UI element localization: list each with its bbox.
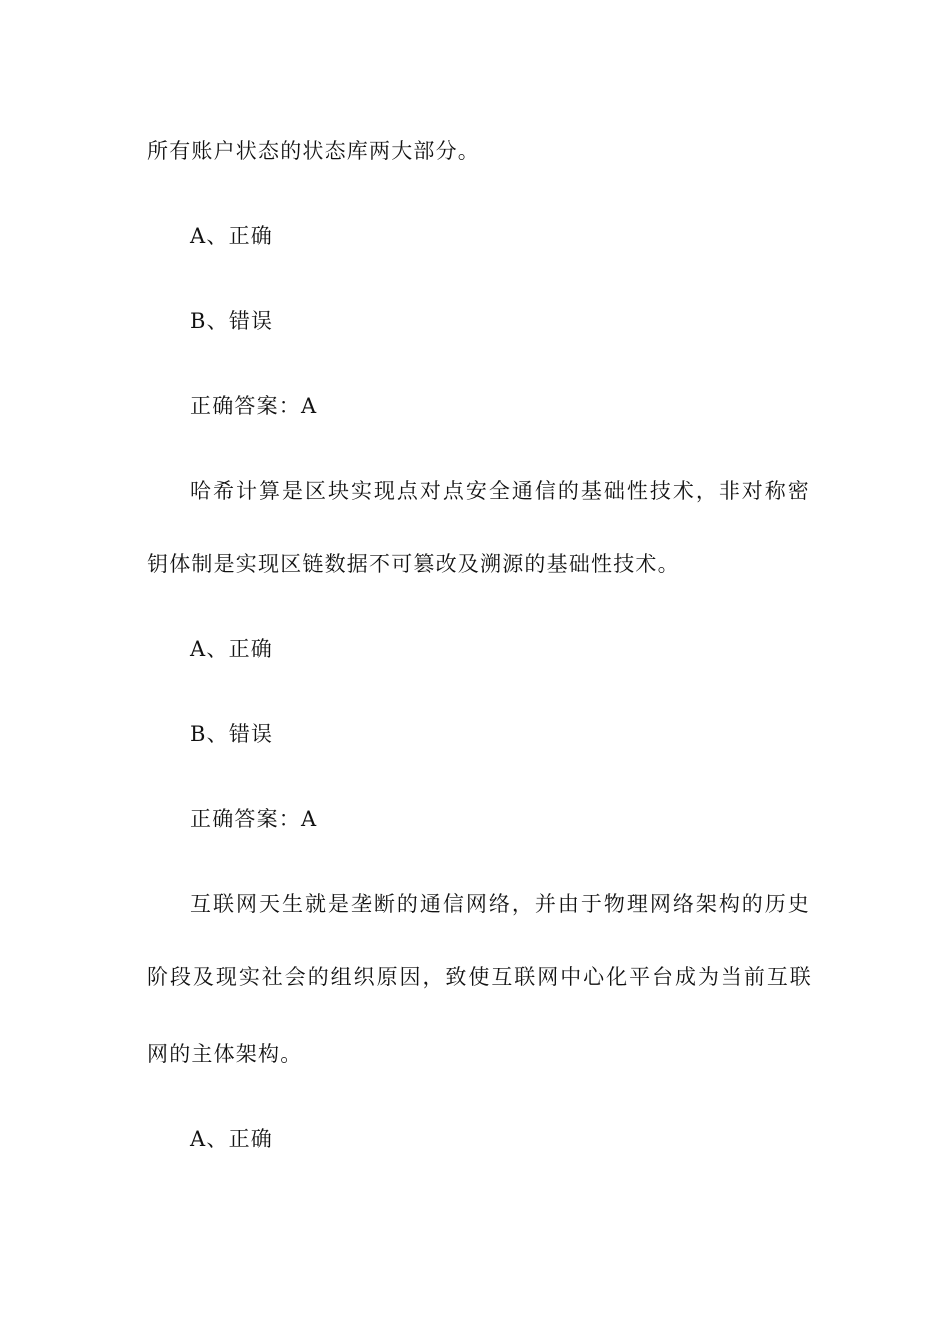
question-continuation-line: 所有账户状态的状态库两大部分。 bbox=[147, 139, 480, 163]
option-a: A、正确 bbox=[190, 1127, 273, 1151]
correct-answer: 正确答案：A bbox=[190, 394, 318, 418]
option-b: B、错误 bbox=[190, 722, 274, 746]
option-a: A、正确 bbox=[190, 637, 273, 661]
correct-answer: 正确答案：A bbox=[190, 807, 318, 831]
option-a: A、正确 bbox=[190, 224, 273, 248]
question-text-line: 网的主体架构。 bbox=[147, 1042, 303, 1066]
question-text-line: 阶段及现实社会的组织原因，致使互联网中心化平台成为当前互联 bbox=[147, 965, 812, 989]
question-text-line: 钥体制是实现区链数据不可篡改及溯源的基础性技术。 bbox=[147, 552, 680, 576]
option-b: B、错误 bbox=[190, 309, 274, 333]
question-text-line: 互联网天生就是垄断的通信网络，并由于物理网络架构的历史 bbox=[190, 892, 810, 916]
question-text-line: 哈希计算是区块实现点对点安全通信的基础性技术，非对称密 bbox=[190, 479, 810, 503]
